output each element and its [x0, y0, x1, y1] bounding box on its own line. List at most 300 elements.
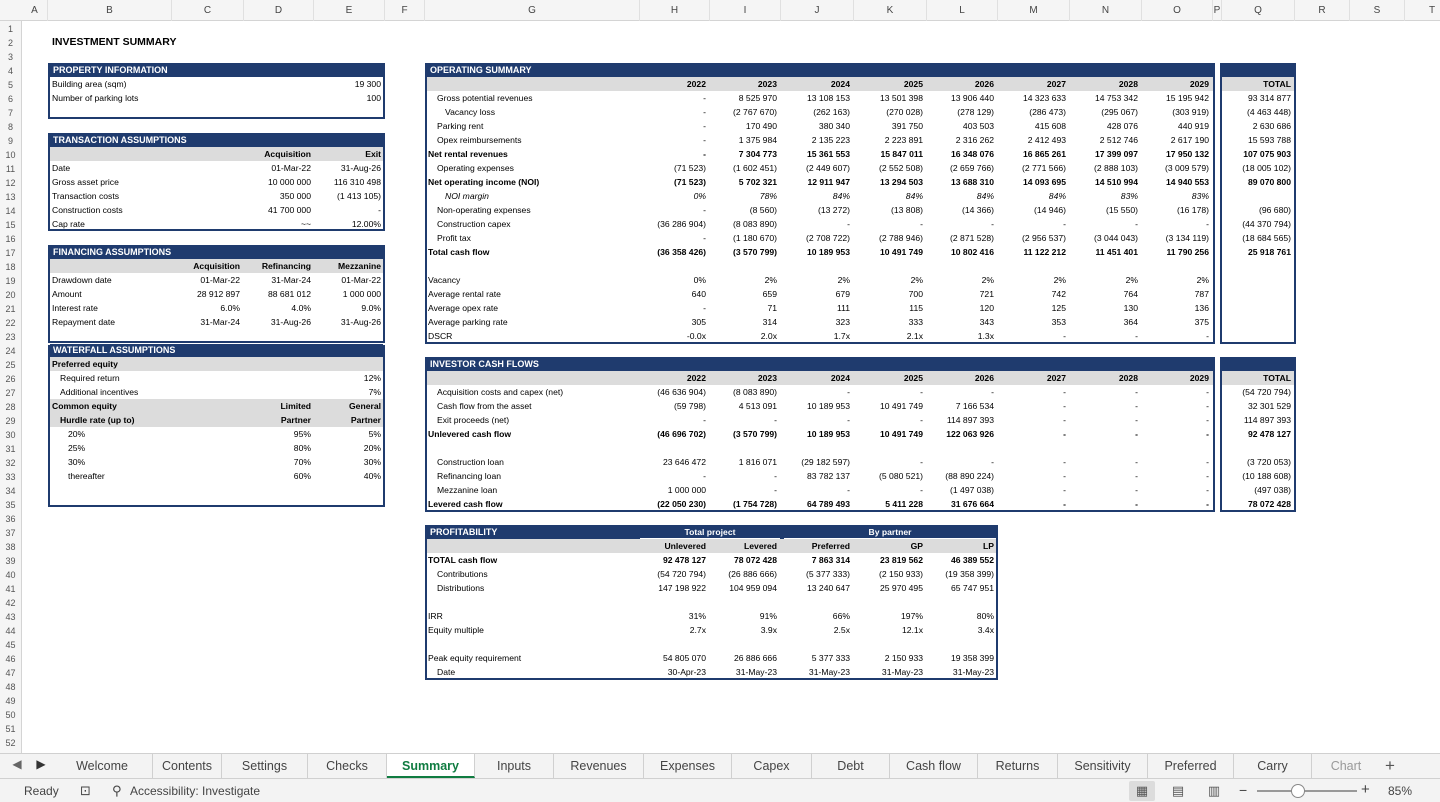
value-cell[interactable]: 787	[1194, 289, 1209, 299]
row-header[interactable]: 51	[5, 724, 16, 734]
column-header[interactable]: D	[244, 0, 314, 21]
value-cell[interactable]: 0%	[693, 275, 706, 285]
row-label[interactable]: Net rental revenues	[428, 149, 508, 159]
value-cell[interactable]: -	[1135, 219, 1138, 229]
value-cell[interactable]: (286 473)	[1029, 107, 1066, 117]
tab-chart[interactable]: Chart	[1330, 759, 1362, 773]
section-label[interactable]: Hurdle rate (up to)	[60, 415, 135, 425]
value-cell[interactable]: 01-Mar-22	[200, 275, 240, 285]
value-cell[interactable]: 2%	[981, 275, 994, 285]
row-header[interactable]: 5	[7, 80, 13, 90]
value-cell[interactable]: 2 512 746	[1099, 135, 1138, 145]
value-cell[interactable]: (1 754 728)	[733, 499, 777, 509]
row-label[interactable]: 30%	[68, 457, 86, 467]
row-label[interactable]: Unlevered cash flow	[428, 429, 512, 439]
value-cell[interactable]: (71 523)	[673, 177, 706, 187]
year-header[interactable]: 2024	[830, 79, 850, 89]
value-cell[interactable]: 2.7x	[689, 625, 706, 635]
value-cell[interactable]: (13 272)	[817, 205, 850, 215]
zoom-slider[interactable]	[1257, 790, 1357, 792]
value-cell[interactable]: (295 067)	[1101, 107, 1138, 117]
value-cell[interactable]: -	[1135, 485, 1138, 495]
row-label[interactable]: Profit tax	[437, 233, 471, 243]
column-label[interactable]: Acquisition	[193, 261, 240, 271]
value-cell[interactable]: -	[774, 485, 777, 495]
column-label[interactable]: LP	[983, 541, 994, 551]
total-cell[interactable]: 92 478 127	[1247, 429, 1291, 439]
value-cell[interactable]: 114 897 393	[946, 415, 994, 425]
value-cell[interactable]: 12.1x	[901, 625, 923, 635]
value-cell[interactable]: 7%	[368, 387, 381, 397]
row-header[interactable]: 3	[7, 52, 13, 62]
value-cell[interactable]: -	[1206, 219, 1209, 229]
value-cell[interactable]: 2%	[1196, 275, 1209, 285]
value-cell[interactable]: 31-May-23	[952, 667, 994, 677]
value-cell[interactable]: 60%	[293, 471, 311, 481]
value-cell[interactable]: 428 076	[1106, 121, 1138, 131]
total-cell[interactable]: 2 630 686	[1252, 121, 1291, 131]
total-cell[interactable]: (10 188 608)	[1242, 471, 1291, 481]
column-header[interactable]: L	[927, 0, 998, 21]
accessibility-status[interactable]: Accessibility: Investigate	[130, 784, 261, 798]
row-label[interactable]: Average opex rate	[428, 303, 499, 313]
value-cell[interactable]: -	[1135, 415, 1138, 425]
value-cell[interactable]: 80%	[976, 611, 994, 621]
row-label[interactable]: Construction capex	[437, 219, 511, 229]
tab-carry[interactable]: Carry	[1234, 754, 1312, 778]
value-cell[interactable]: (5 080 521)	[879, 471, 923, 481]
column-header[interactable]: R	[1295, 0, 1350, 21]
row-header[interactable]: 22	[5, 318, 16, 328]
row-label[interactable]: Mezzanine loan	[437, 485, 498, 495]
value-cell[interactable]: 84%	[905, 191, 923, 201]
value-cell[interactable]: 11 451 401	[1095, 247, 1138, 257]
value-cell[interactable]: (36 358 426)	[657, 247, 706, 257]
value-cell[interactable]: 14 093 695	[1022, 177, 1066, 187]
value-cell[interactable]: (2 956 537)	[1022, 233, 1066, 243]
value-cell[interactable]: 415 608	[1034, 121, 1066, 131]
column-label[interactable]: Partner	[350, 415, 381, 425]
value-cell[interactable]: (2 659 766)	[950, 163, 994, 173]
row-label[interactable]: NOI margin	[445, 191, 489, 201]
year-header[interactable]: 2023	[757, 79, 777, 89]
value-cell[interactable]: 1 000 000	[342, 289, 381, 299]
year-header[interactable]: 2029	[1189, 79, 1209, 89]
column-header[interactable]: B	[48, 0, 172, 21]
row-header[interactable]: 12	[5, 178, 16, 188]
column-header[interactable]: K	[854, 0, 927, 21]
row-header[interactable]: 8	[7, 122, 13, 132]
value-cell[interactable]: -	[703, 415, 706, 425]
row-label[interactable]: Average parking rate	[428, 317, 508, 327]
value-cell[interactable]: -	[703, 107, 706, 117]
value-cell[interactable]: -	[1135, 401, 1138, 411]
value-cell[interactable]: 12%	[363, 373, 381, 383]
row-label[interactable]: Construction costs	[52, 205, 123, 215]
value-cell[interactable]: -	[703, 471, 706, 481]
row-header[interactable]: 9	[7, 136, 13, 146]
value-cell[interactable]: (3 044 043)	[1094, 233, 1138, 243]
value-cell[interactable]: (29 182 597)	[801, 457, 850, 467]
value-cell[interactable]: 305	[691, 317, 706, 327]
value-cell[interactable]: 14 323 633	[1022, 93, 1066, 103]
value-cell[interactable]: -	[1206, 415, 1209, 425]
value-cell[interactable]: 84%	[832, 191, 850, 201]
value-cell[interactable]: 65 747 951	[950, 583, 994, 593]
row-label[interactable]: Levered cash flow	[428, 499, 503, 509]
row-header[interactable]: 34	[5, 486, 16, 496]
value-cell[interactable]: 375	[1194, 317, 1209, 327]
value-cell[interactable]: 2.0x	[760, 331, 777, 341]
row-header[interactable]: 26	[5, 374, 16, 384]
value-cell[interactable]: 197%	[901, 611, 923, 621]
value-cell[interactable]: 10 189 953	[806, 429, 850, 439]
value-cell[interactable]: -	[703, 93, 706, 103]
row-header[interactable]: 29	[5, 416, 16, 426]
row-header[interactable]: 28	[5, 402, 16, 412]
value-cell[interactable]: 700	[908, 289, 923, 299]
total-cell[interactable]: 32 301 529	[1247, 401, 1291, 411]
value-cell[interactable]: 403 503	[962, 121, 994, 131]
value-cell[interactable]: 3.9x	[760, 625, 777, 635]
value-cell[interactable]: 11 790 256	[1166, 247, 1209, 257]
column-header[interactable]: E	[314, 0, 385, 21]
value-cell[interactable]: (2 771 566)	[1022, 163, 1066, 173]
row-header[interactable]: 10	[5, 150, 16, 160]
row-label[interactable]: Cash flow from the asset	[437, 401, 532, 411]
row-label[interactable]: Opex reimbursements	[437, 135, 522, 145]
value-cell[interactable]: 91%	[759, 611, 777, 621]
value-cell[interactable]: -0.0x	[686, 331, 706, 341]
value-cell[interactable]: (3 134 119)	[1165, 233, 1209, 243]
total-cell[interactable]: 89 070 800	[1247, 177, 1291, 187]
value-cell[interactable]: 125	[1051, 303, 1066, 313]
value-cell[interactable]: 19 358 399	[950, 653, 994, 663]
macro-record-icon[interactable]: ⊡	[80, 783, 91, 798]
row-label[interactable]: Gross asset price	[52, 177, 119, 187]
row-label[interactable]: thereafter	[68, 471, 105, 481]
column-label[interactable]: Preferred	[811, 541, 850, 551]
column-header[interactable]: C	[172, 0, 244, 21]
value-cell[interactable]: 13 501 398	[879, 93, 923, 103]
value-cell[interactable]: 23 646 472	[662, 457, 706, 467]
value-cell[interactable]: 122 063 926	[946, 429, 994, 439]
tab-summary[interactable]: Summary	[387, 754, 475, 778]
value-cell[interactable]: 764	[1123, 289, 1138, 299]
column-label[interactable]: Acquisition	[264, 149, 311, 159]
value-cell[interactable]: -	[847, 219, 850, 229]
row-header[interactable]: 50	[5, 710, 16, 720]
value-cell[interactable]: -	[703, 205, 706, 215]
value-cell[interactable]: -	[920, 457, 923, 467]
row-header[interactable]: 49	[5, 696, 16, 706]
row-header[interactable]: 23	[5, 332, 16, 342]
value-cell[interactable]: (2 449 607)	[806, 163, 850, 173]
value-cell[interactable]: -	[378, 205, 381, 215]
value-cell[interactable]: 31-Aug-26	[340, 317, 381, 327]
row-header[interactable]: 38	[5, 542, 16, 552]
tab-revenues[interactable]: Revenues	[554, 754, 644, 778]
tab-cash-flow[interactable]: Cash flow	[890, 754, 978, 778]
value-cell[interactable]: (14 366)	[961, 205, 994, 215]
row-label[interactable]: IRR	[428, 611, 443, 621]
value-cell[interactable]: 100	[366, 93, 381, 103]
value-cell[interactable]: 70%	[293, 457, 311, 467]
value-cell[interactable]: 46 389 552	[950, 555, 994, 565]
value-cell[interactable]: 343	[979, 317, 994, 327]
column-label[interactable]: Unlevered	[664, 541, 706, 551]
value-cell[interactable]: 13 108 153	[806, 93, 850, 103]
row-header[interactable]: 47	[5, 668, 16, 678]
value-cell[interactable]: 83 782 137	[806, 471, 850, 481]
value-cell[interactable]: 2%	[1053, 275, 1066, 285]
total-cell[interactable]: (96 680)	[1258, 205, 1291, 215]
row-header[interactable]: 41	[5, 584, 16, 594]
value-cell[interactable]: -	[920, 415, 923, 425]
value-cell[interactable]: 83%	[1120, 191, 1138, 201]
row-label[interactable]: Gross potential revenues	[437, 93, 533, 103]
value-cell[interactable]: (19 358 399)	[945, 569, 994, 579]
year-header[interactable]: 2029	[1189, 373, 1209, 383]
value-cell[interactable]: (5 377 333)	[806, 569, 850, 579]
row-header[interactable]: 14	[5, 206, 16, 216]
value-cell[interactable]: 333	[908, 317, 923, 327]
tab-debt[interactable]: Debt	[812, 754, 890, 778]
column-header[interactable]: P	[1213, 0, 1222, 21]
value-cell[interactable]: -	[1063, 387, 1066, 397]
value-cell[interactable]: -	[1206, 429, 1209, 439]
value-cell[interactable]: -	[703, 233, 706, 243]
value-cell[interactable]: 1 000 000	[667, 485, 706, 495]
total-cell[interactable]: (54 720 794)	[1242, 387, 1291, 397]
value-cell[interactable]: -	[774, 471, 777, 481]
zoom-level[interactable]: 85%	[1388, 784, 1413, 798]
value-cell[interactable]: 350 000	[279, 191, 311, 201]
row-label[interactable]: 25%	[68, 443, 86, 453]
value-cell[interactable]: 2 617 190	[1170, 135, 1209, 145]
value-cell[interactable]: (13 808)	[890, 205, 923, 215]
row-label[interactable]: Amount	[52, 289, 82, 299]
year-header[interactable]: 2028	[1118, 373, 1138, 383]
value-cell[interactable]: (1 602 451)	[733, 163, 777, 173]
value-cell[interactable]: 23 819 562	[879, 555, 923, 565]
value-cell[interactable]: 14 753 342	[1094, 93, 1138, 103]
column-header[interactable]: O	[1142, 0, 1213, 21]
value-cell[interactable]: 30-Apr-23	[667, 667, 706, 677]
value-cell[interactable]: -	[1063, 415, 1066, 425]
value-cell[interactable]: 9.0%	[361, 303, 381, 313]
value-cell[interactable]: 88 681 012	[267, 289, 311, 299]
value-cell[interactable]: -	[1063, 401, 1066, 411]
tab-checks[interactable]: Checks	[308, 754, 387, 778]
value-cell[interactable]: 2 412 493	[1027, 135, 1066, 145]
section-label[interactable]: Preferred equity	[52, 359, 118, 369]
row-label[interactable]: Total cash flow	[428, 247, 490, 257]
year-header[interactable]: 2022	[686, 373, 706, 383]
value-cell[interactable]: 7 166 534	[955, 401, 994, 411]
value-cell[interactable]: 31%	[688, 611, 706, 621]
year-header[interactable]: 2025	[903, 373, 923, 383]
value-cell[interactable]: 31-Aug-26	[340, 163, 381, 173]
value-cell[interactable]: 4 513 091	[738, 401, 777, 411]
value-cell[interactable]: 2%	[764, 275, 777, 285]
row-header[interactable]: 15	[5, 220, 16, 230]
row-header[interactable]: 39	[5, 556, 16, 566]
value-cell[interactable]: 64 789 493	[806, 499, 850, 509]
value-cell[interactable]: 16 348 076	[950, 149, 994, 159]
value-cell[interactable]: (3 570 799)	[733, 429, 777, 439]
value-cell[interactable]: 8 525 970	[738, 93, 777, 103]
value-cell[interactable]: (3 009 579)	[1165, 163, 1209, 173]
row-label[interactable]: Non-operating expenses	[437, 205, 531, 215]
value-cell[interactable]: 31-Mar-24	[200, 317, 240, 327]
value-cell[interactable]: (15 550)	[1105, 205, 1138, 215]
value-cell[interactable]: 440 919	[1177, 121, 1209, 131]
year-header[interactable]: 2027	[1046, 79, 1066, 89]
row-header[interactable]: 13	[5, 192, 16, 202]
value-cell[interactable]: (16 178)	[1176, 205, 1209, 215]
row-label[interactable]: Average rental rate	[428, 289, 501, 299]
tab-preferred[interactable]: Preferred	[1148, 754, 1234, 778]
column-label[interactable]: GP	[910, 541, 923, 551]
row-label[interactable]: Refinancing loan	[437, 471, 502, 481]
total-cell[interactable]: 15 593 788	[1247, 135, 1291, 145]
value-cell[interactable]: -	[1063, 485, 1066, 495]
value-cell[interactable]: (2 871 528)	[950, 233, 994, 243]
value-cell[interactable]: 170 490	[745, 121, 777, 131]
value-cell[interactable]: -	[1206, 457, 1209, 467]
row-header[interactable]: 6	[7, 94, 13, 104]
value-cell[interactable]: (1 497 038)	[950, 485, 994, 495]
row-header[interactable]: 45	[5, 640, 16, 650]
row-label[interactable]: Construction loan	[437, 457, 504, 467]
value-cell[interactable]: 10 802 416	[950, 247, 994, 257]
row-header[interactable]: 33	[5, 472, 16, 482]
value-cell[interactable]: 7 304 773	[738, 149, 777, 159]
normal-view-icon[interactable]: ▦	[1129, 781, 1155, 801]
zoom-out-icon[interactable]: −	[1239, 782, 1248, 798]
row-header[interactable]: 18	[5, 262, 16, 272]
value-cell[interactable]: 01-Mar-22	[271, 163, 311, 173]
column-label[interactable]: Mezzanine	[338, 261, 381, 271]
value-cell[interactable]: -	[847, 415, 850, 425]
value-cell[interactable]: 01-Mar-22	[341, 275, 381, 285]
column-label[interactable]: General	[348, 401, 381, 411]
value-cell[interactable]: (22 050 230)	[657, 499, 706, 509]
row-header[interactable]: 46	[5, 654, 16, 664]
row-label[interactable]: 20%	[68, 429, 86, 439]
row-header[interactable]: 1	[7, 24, 13, 34]
value-cell[interactable]: 25 970 495	[879, 583, 923, 593]
value-cell[interactable]: -	[847, 387, 850, 397]
row-header[interactable]: 30	[5, 430, 16, 440]
value-cell[interactable]: -	[1135, 429, 1138, 439]
value-cell[interactable]: 30%	[363, 457, 381, 467]
year-header[interactable]: 2024	[830, 373, 850, 383]
value-cell[interactable]: 2%	[837, 275, 850, 285]
value-cell[interactable]: 20%	[363, 443, 381, 453]
row-label[interactable]: Contributions	[437, 569, 488, 579]
value-cell[interactable]: 31-May-23	[808, 667, 850, 677]
value-cell[interactable]: 10 491 749	[879, 429, 923, 439]
value-cell[interactable]: 41 700 000	[267, 205, 311, 215]
value-cell[interactable]: 15 361 553	[806, 149, 850, 159]
value-cell[interactable]: 15 847 011	[880, 149, 923, 159]
value-cell[interactable]: 40%	[363, 471, 381, 481]
value-cell[interactable]: -	[991, 457, 994, 467]
page-break-preview-icon[interactable]: ▥	[1207, 783, 1221, 798]
column-header[interactable]: M	[998, 0, 1070, 21]
row-label[interactable]: Equity multiple	[428, 625, 484, 635]
value-cell[interactable]: 66%	[832, 611, 850, 621]
value-cell[interactable]: (14 946)	[1033, 205, 1066, 215]
value-cell[interactable]: 31-Mar-24	[271, 275, 311, 285]
row-label[interactable]: TOTAL cash flow	[428, 555, 498, 565]
value-cell[interactable]: -	[1206, 331, 1209, 341]
column-label[interactable]: Partner	[280, 415, 311, 425]
value-cell[interactable]: 136	[1194, 303, 1209, 313]
value-cell[interactable]: 353	[1051, 317, 1066, 327]
value-cell[interactable]: -	[1063, 499, 1066, 509]
value-cell[interactable]: 2 135 223	[811, 135, 850, 145]
value-cell[interactable]: 54 805 070	[662, 653, 706, 663]
total-cell[interactable]: (44 370 794)	[1242, 219, 1291, 229]
column-header[interactable]: T	[1405, 0, 1440, 21]
value-cell[interactable]: 13 906 440	[950, 93, 994, 103]
value-cell[interactable]: (26 886 666)	[728, 569, 777, 579]
tab-scroll-left-icon[interactable]: ◀	[12, 757, 22, 771]
year-header[interactable]: 2027	[1046, 373, 1066, 383]
value-cell[interactable]: 14 940 553	[1165, 177, 1209, 187]
year-header[interactable]: 2026	[974, 79, 994, 89]
value-cell[interactable]: -	[774, 415, 777, 425]
total-header[interactable]: TOTAL	[1263, 79, 1291, 89]
value-cell[interactable]: 10 491 749	[879, 401, 923, 411]
value-cell[interactable]: -	[847, 485, 850, 495]
value-cell[interactable]: 391 750	[891, 121, 923, 131]
value-cell[interactable]: (262 163)	[813, 107, 850, 117]
column-header[interactable]: S	[1350, 0, 1405, 21]
row-header[interactable]: 19	[5, 276, 16, 286]
value-cell[interactable]: 5%	[368, 429, 381, 439]
row-label[interactable]: Required return	[60, 373, 120, 383]
total-cell[interactable]: (18 684 565)	[1242, 233, 1291, 243]
column-label[interactable]: Refinancing	[261, 261, 311, 271]
value-cell[interactable]: 13 294 503	[879, 177, 923, 187]
value-cell[interactable]: 31-May-23	[735, 667, 777, 677]
value-cell[interactable]: (270 028)	[886, 107, 923, 117]
row-header[interactable]: 7	[7, 108, 13, 118]
value-cell[interactable]: 1.7x	[833, 331, 850, 341]
value-cell[interactable]: 11 122 212	[1023, 247, 1066, 257]
value-cell[interactable]: 147 198 922	[658, 583, 706, 593]
column-header[interactable]: A	[22, 0, 48, 21]
value-cell[interactable]: (46 696 702)	[657, 429, 706, 439]
value-cell[interactable]: 19 300	[354, 79, 381, 89]
value-cell[interactable]: -	[991, 387, 994, 397]
value-cell[interactable]: ~~	[300, 219, 311, 229]
value-cell[interactable]: 31-May-23	[881, 667, 923, 677]
value-cell[interactable]: 10 189 953	[806, 401, 850, 411]
total-cell[interactable]: (4 463 448)	[1247, 107, 1291, 117]
tab-returns[interactable]: Returns	[978, 754, 1058, 778]
value-cell[interactable]: 12.00%	[351, 219, 381, 229]
value-cell[interactable]: -	[1135, 457, 1138, 467]
row-label[interactable]: Building area (sqm)	[52, 79, 127, 89]
page-title[interactable]: INVESTMENT SUMMARY	[52, 36, 177, 48]
year-header[interactable]: 2028	[1118, 79, 1138, 89]
value-cell[interactable]: -	[1206, 387, 1209, 397]
